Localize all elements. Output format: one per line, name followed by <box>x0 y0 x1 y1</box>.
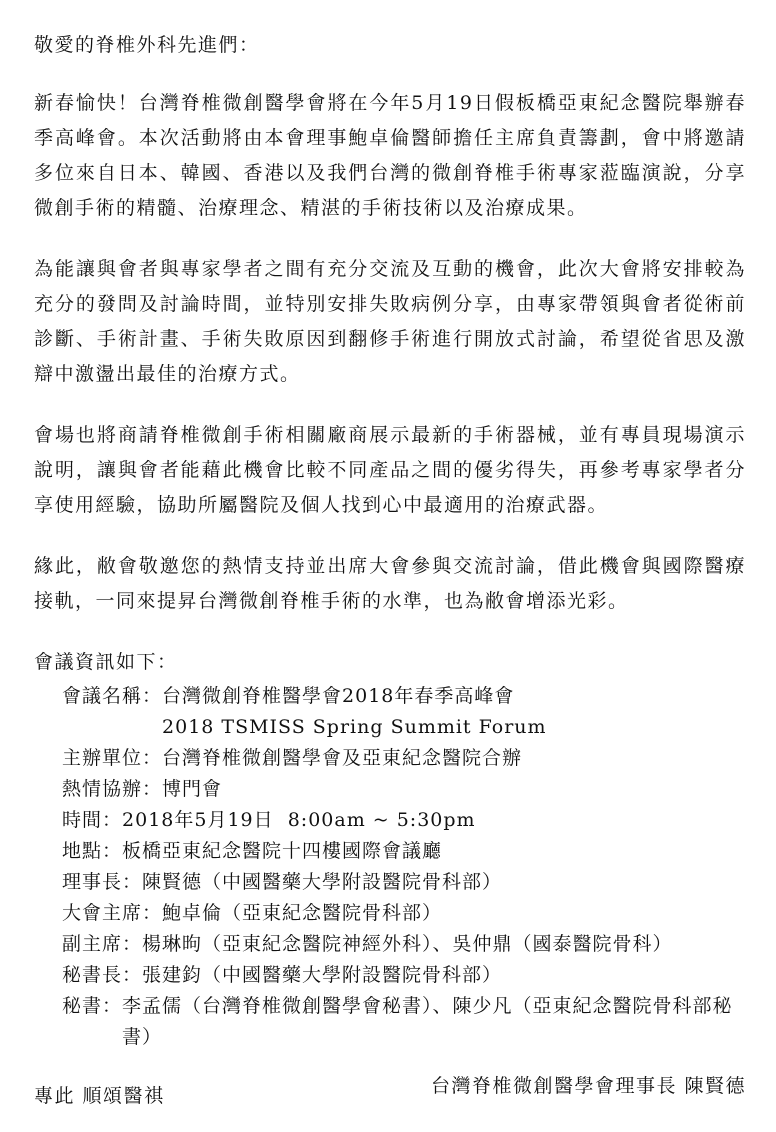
paragraph-exhibition: 會場也將商請脊椎微創手術相關廠商展示最新的手術器械，並有專員現場演示說明，讓與會者能藉此機會比較不同產品之間的優劣得失，再參考專家學者分享使用經驗，協助所屬醫院及個人找到心中最適用的治療武器。 <box>34 424 746 516</box>
info-row-vice-chair <box>62 929 746 960</box>
info-value <box>162 743 746 774</box>
info-value-line: 台灣脊椎微創醫學會及亞東紀念醫院合辦 <box>162 747 523 769</box>
info-label: 時間： <box>62 809 123 831</box>
info-label: 秘書： <box>62 995 123 1017</box>
info-row-secretary-general <box>62 960 746 991</box>
info-label: 會議名稱： <box>62 685 163 707</box>
info-value <box>122 836 746 867</box>
info-value <box>142 960 746 991</box>
info-value-line: 張建鈞（中國醫藥大學附設醫院骨科部） <box>142 964 503 986</box>
info-value <box>162 774 746 805</box>
info-value <box>142 867 746 898</box>
paragraph-greeting: 新春愉快！台灣脊椎微創醫學會將在今年5月19日假板橋亞東紀念醫院舉辦春季高峰會。本次活動將由本會理事鮑卓倫醫師擔任主席負責籌劃，會中將邀請多位來自日本、韓國、香港以及我們台灣的微創脊椎手術專家蒞臨演說，分享微創手術的精髓、治療理念、精湛的手術技術以及治療成果。 <box>34 92 746 219</box>
closing: 專此 順頌醫祺 <box>34 1085 165 1107</box>
info-value-line: 2018年5月19日 8:00am ~ 5:30pm <box>122 809 476 831</box>
info-value <box>122 805 746 836</box>
info-label: 大會主席： <box>62 902 163 924</box>
info-value-line: 板橋亞東紀念醫院十四樓國際會議廳 <box>122 840 443 862</box>
conference-info-list <box>34 681 746 1053</box>
info-value-line: 台灣微創脊椎醫學會2018年春季高峰會 <box>162 685 515 707</box>
info-value-line: 2018 TSMISS Spring Summit Forum <box>162 716 547 738</box>
info-row-secretary <box>62 991 746 1053</box>
info-value <box>122 991 746 1053</box>
info-value <box>162 681 746 743</box>
info-row-organizer <box>62 743 746 774</box>
info-row-conference-chair <box>62 898 746 929</box>
salutation: 敬愛的脊椎外科先進們： <box>34 34 260 56</box>
paragraph-discussion: 為能讓與會者與專家學者之間有充分交流及互動的機會，此次大會將安排較為充分的發問及討論時間，並特別安排失敗病例分享，由專家帶領與會者從術前診斷、手術計畫、手術失敗原因到翻修手術進行開放式討論，希望從省思及激辯中激盪出最佳的治療方式。 <box>34 258 746 385</box>
info-value-line: 鮑卓倫（亞東紀念醫院骨科部） <box>162 902 443 924</box>
info-value-line: 楊琳昫（亞東紀念醫院神經外科）、吳仲鼎（國泰醫院骨科） <box>142 933 673 955</box>
info-label: 主辦單位： <box>62 747 163 769</box>
info-row-time <box>62 805 746 836</box>
info-label: 地點： <box>62 840 123 862</box>
info-row-name <box>62 681 746 743</box>
info-label: 秘書長： <box>62 964 143 986</box>
info-label: 熱情協辦： <box>62 778 163 800</box>
info-label: 副主席： <box>62 933 143 955</box>
info-value-line: 陳賢德（中國醫藥大學附設醫院骨科部） <box>142 871 503 893</box>
info-label: 理事長： <box>62 871 143 893</box>
paragraph-invitation: 緣此，敝會敬邀您的熱情支持並出席大會參與交流討論，借此機會與國際醫療接軌，一同來提昇台灣微創脊椎手術的水準，也為敝會增添光彩。 <box>34 555 746 612</box>
signature: 台灣脊椎微創醫學會理事長 陳賢德 <box>430 1075 746 1097</box>
info-row-co-organizer <box>62 774 746 805</box>
info-row-venue <box>62 836 746 867</box>
info-value <box>162 898 746 929</box>
letter-document <box>34 30 746 1111</box>
info-value <box>142 929 746 960</box>
info-value-line: 李孟儒（台灣脊椎微創醫學會秘書）、陳少凡（亞東紀念醫院骨科部秘書） <box>122 995 733 1048</box>
info-heading: 會議資訊如下： <box>34 651 178 673</box>
info-value-line: 博門會 <box>162 778 223 800</box>
info-row-chairman <box>62 867 746 898</box>
